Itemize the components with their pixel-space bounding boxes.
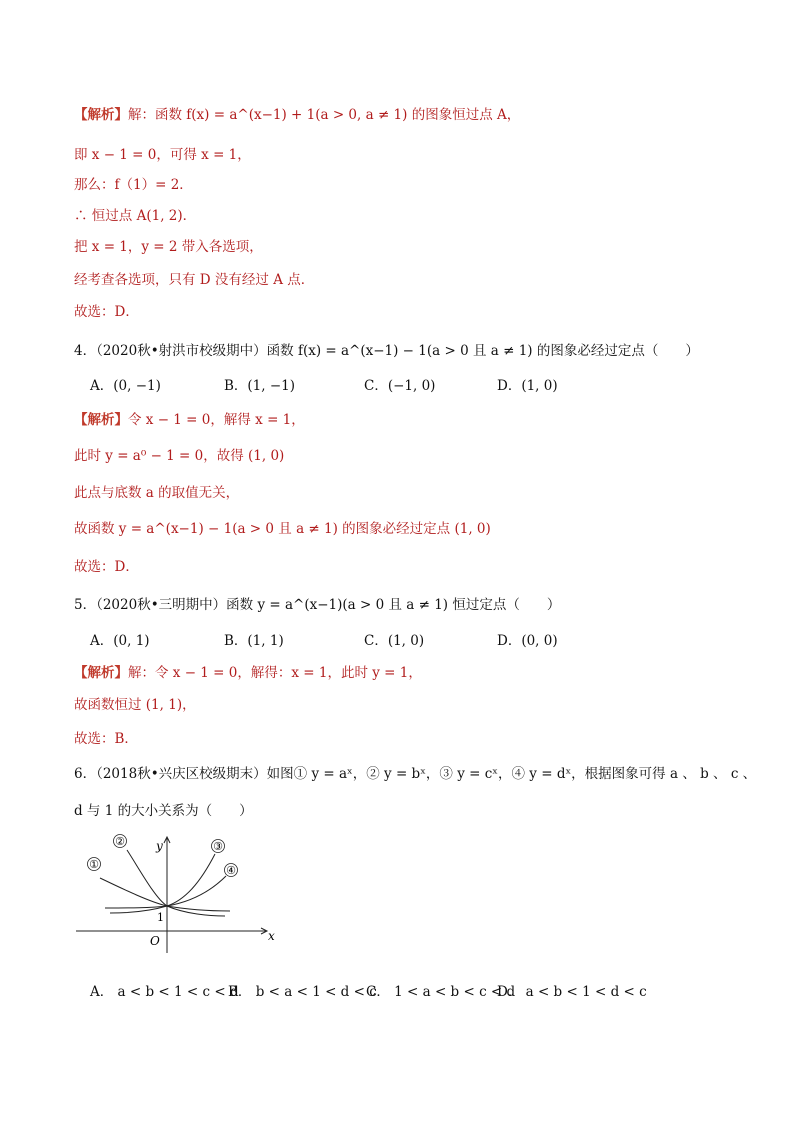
analysis-line-2: 即 x − 1 = 0，可得 x = 1， — [74, 147, 251, 163]
q6-option-b: B． b < a < 1 < d < c — [228, 984, 377, 1000]
analysis-line-6: 经考查各选项，只有 D 没有经过 A 点． — [74, 272, 315, 288]
q4-stem: 4．（2020秋•射洪市校级期中）函数 f(x) = a^(x−1) − 1(a > 0 且 a ≠ 1) 的图象必经过定点（ ） — [74, 343, 699, 359]
q5-stem: 5．（2020秋•三明期中）函数 y = a^(x−1)(a > 0 且 a ≠ 1) 恒过定点（ ） — [74, 597, 561, 613]
q5-option-b: B．(1, 1) — [224, 633, 284, 649]
label-2: ② — [115, 835, 125, 848]
q5-option-c: C．(1, 0) — [364, 633, 425, 649]
one-label: 1 — [157, 911, 164, 924]
q5-option-d: D．(0, 0) — [497, 633, 558, 649]
q5-analysis-3: 故选：B． — [74, 731, 138, 747]
q4-option-c: C．(−1, 0) — [364, 378, 436, 394]
q6-stem-2: d 与 1 的大小关系为（ ） — [74, 803, 253, 819]
label-3: ③ — [213, 840, 223, 853]
analysis-line-7: 故选：D． — [74, 304, 139, 320]
label-4: ④ — [226, 864, 236, 877]
analysis-line-3: 那么：f（1）= 2． — [74, 177, 193, 193]
q4-analysis-3: 此点与底数 a 的取值无关， — [74, 485, 240, 501]
q5-analysis-2: 故函数恒过 (1, 1)， — [74, 697, 196, 713]
q4-option-d: D．(1, 0) — [497, 378, 558, 394]
q4-option-b: B．(1, −1) — [224, 378, 296, 394]
exponential-curves-figure — [70, 828, 285, 958]
q4-analysis-2: 此时 y = a⁰ − 1 = 0，故得 (1, 0) — [74, 448, 285, 464]
q4-analysis-1: 【解析】令 x − 1 = 0，解得 x = 1， — [74, 412, 305, 428]
curve-4 — [105, 876, 226, 908]
q5-analysis-1: 【解析】解：令 x − 1 = 0，解得：x = 1，此时 y = 1， — [74, 665, 422, 681]
analysis-line-5: 把 x = 1，y = 2 带入各选项， — [74, 239, 263, 255]
q4-analysis-5: 故选：D． — [74, 559, 139, 575]
q4-analysis-4: 故函数 y = a^(x−1) − 1(a > 0 且 a ≠ 1) 的图象必经过定点 (1, 0) — [74, 521, 491, 537]
q4-option-a: A．(0, −1) — [90, 378, 161, 394]
axis-y-label: y — [156, 839, 163, 853]
q6-stem-1: 6．（2018秋•兴庆区校级期末）如图① y = aˣ，② y = bˣ，③ y = cˣ，④ y = dˣ，根据图象可得 a 、 b 、 c 、 — [74, 766, 757, 782]
q6-option-a: A． a < b < 1 < c < d — [90, 984, 239, 1000]
q5-option-a: A．(0, 1) — [90, 633, 150, 649]
curve-2 — [127, 850, 225, 916]
analysis-label: 【解析】 — [74, 107, 128, 123]
axis-x-label: x — [268, 929, 275, 943]
analysis-line-4: ∴ 恒过点 A(1, 2)． — [74, 208, 197, 224]
origin-label: O — [150, 934, 160, 948]
curve-3 — [110, 854, 215, 913]
label-1: ① — [89, 858, 99, 871]
analysis-line-1: 【解析】解：函数 f(x) = a^(x−1) + 1(a > 0, a ≠ 1) 的图象恒过点 A， — [74, 107, 521, 123]
q6-option-c: C． 1 < a < b < c < d — [366, 984, 516, 1000]
q6-option-d: D． a < b < 1 < d < c — [497, 984, 647, 1000]
